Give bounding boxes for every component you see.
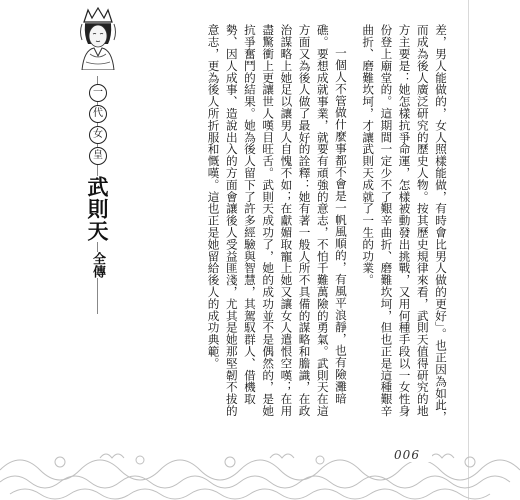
series-char: 皇	[89, 147, 107, 165]
body-text	[150, 24, 450, 424]
series-label	[88, 84, 108, 168]
cloud-ornament-icon	[0, 440, 520, 500]
series-char: 女	[89, 126, 107, 144]
paragraph: 差，男人能做的，女人照樣能做，有時會比男人做的更好」。也正因為如此，而成為後人廣泛研究的歷史人物。按其歷史規律來看，武則天值得研究的地方主要是：她怎樣抗爭命運，怎樣被動發出挑戰，又用何種手段以一女性身份登上廟堂的。這期間一定少不了艱辛曲折、磨難坎坷，但也正是這種艱辛曲折、磨難坎坷，才讓武則天成就了一生的功業。	[361, 24, 448, 423]
book-title-suffix: 全傳	[86, 252, 108, 278]
empress-portrait-icon	[76, 6, 120, 70]
paragraph: 一個人不管做什麼事都不會是一帆風順的，有風平浪靜，也有險灘暗礁。要想成就事業，就要有頑強的意志，不怕千難萬險的勇氣。武則天在這方面又為後人做了最好的詮釋：她有著一般人所不具備的謀略和膽識，在政治謀略上她足以讓男人自愧不如；在獻媚取寵上她又讓女人遣恨空嘆；在用盡驚衝上更讓世人嘆目旺舌。武則天成功了，她的成功並不是偶然的，是她抗爭奮鬥的結果。她為後人留下了許多經驗與智慧，其駕馭群人、借機取勢、因人成事、造說出入的方面會讓後人受益匪淺，尤其是她那堅韌不拔的意志，更為後人所折服和慨嘆。這也正是她留給後人的成功典範。	[206, 24, 348, 417]
series-char: 代	[89, 105, 107, 123]
page-edge	[468, 0, 469, 500]
series-char: 一	[89, 84, 107, 102]
book-title: 武則天	[82, 176, 112, 242]
page-number: 006	[382, 448, 432, 462]
running-header	[68, 6, 128, 306]
